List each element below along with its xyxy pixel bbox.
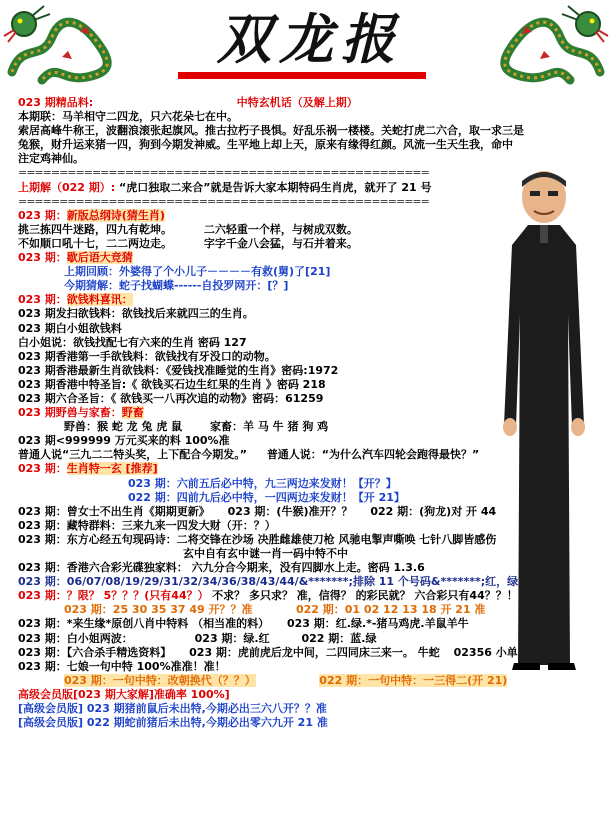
line-33: 玄中自有玄中谜一肖一码中特不中 bbox=[183, 547, 348, 560]
main-content bbox=[18, 96, 578, 730]
separator-1: ================================================== bbox=[18, 166, 429, 180]
line-10: 挑三拣四牛迷路，四九有乾坤。 二六轻重一个样，与树成双数。 bbox=[18, 222, 358, 236]
line-36: 023 期：？限？ 5？？？(只有44？） 不求？ 多只求？ 准，信得？ 的彩民就？ 六合彩只有44？？！ bbox=[18, 589, 518, 603]
line-42: 023 期：一句中特：改朝换代（？？） 022 期：一句中特：一三得二(开 21) bbox=[64, 673, 508, 687]
line-03: 索居高峰牛称王，波翻浪滚张起旗风。推古拉朽子畏惧。好乱乐祸一楼楼。关蛇打虎二六合，取一求三是 bbox=[18, 124, 524, 138]
line-26: 普通人说“三九二二特头奖，上下配合今期发。” 普通人说：“为什么汽车四轮会跑得最快？” bbox=[18, 448, 480, 462]
line-30: 023 期：曾女士不出生肖《期期更新》 023 期：(牛猴)准开？？ 022 期：(狗龙)对 开 44 bbox=[18, 504, 497, 518]
line-23: 023 期野兽与家畜：野畜 bbox=[18, 406, 144, 420]
line-02: 本期联：马羊相守二四龙，只六花朵七在中。 bbox=[18, 110, 238, 124]
line-14: 今期猜解：蛇子找蝴蝶------自投罗网开：[？] bbox=[64, 279, 289, 293]
line-28: 023 期：六前五后必中特，九三两边来发财！【开？】 bbox=[128, 476, 397, 490]
line-32: 023 期：东方心经五句现码诗：二将交锋在沙场 决胜雌雄使刀枪 风驰电掣声嘶唤 七针八脚皆感伤 bbox=[18, 532, 497, 546]
line-12: 023 期：歇后语大竞猜 bbox=[18, 251, 133, 265]
dragon-left-icon bbox=[2, 2, 120, 88]
line-38: 023 期：*来生缘*原创八肖中特料 （相当准的料） 023 期：红.绿.*-猪马鸡虎.羊鼠羊牛 bbox=[18, 617, 469, 631]
line-34: 023 期：香港六合彩光碟独家料： 六九分合今期来，没有四脚水上走。密码 1.3.6 bbox=[18, 561, 425, 575]
line-15: 023 期：欲钱料喜讯： bbox=[18, 293, 133, 307]
line-04: 兔猴，财升运来猪一四，狗到今期发神威。生平地上却上天，原来有缘得红颜。风流一生天生我，命中 bbox=[18, 138, 513, 152]
line-18: 白小姐说：欲钱找配七有六来的生肖 密码 127 bbox=[18, 335, 247, 349]
title-underline bbox=[178, 72, 426, 79]
line-09: 023 期：新版总纲诗(猜生肖) bbox=[18, 208, 165, 222]
line-35: 023 期：06/07/08/19/29/31/32/34/36/38/43/44/&*******;排除 11 个号码&*******;红，绿 bbox=[18, 575, 519, 589]
line-44: [高级会员版] 023 期猪前鼠后未出特,今期必出三六八开？？准 bbox=[18, 702, 327, 716]
line-25: 023 期<999999 万元买来的料 100%准 bbox=[18, 434, 230, 448]
line-40: 023 期：【六合杀手精选资料】 023 期：虎前虎后龙中间，二四同床三来一。 牛蛇 02356 小单 bbox=[18, 645, 518, 659]
line-05: 注定鸡神仙。 bbox=[18, 152, 84, 166]
line-45: [高级会员版] 022 期蛇前猪后未出特,今期必出零六九开 21 准 bbox=[18, 716, 328, 730]
line-24: 野兽：猴 蛇 龙 兔 虎 鼠 家畜：羊 马 牛 猪 狗 鸡 bbox=[64, 420, 329, 434]
page-title: 双龙报 bbox=[217, 7, 403, 71]
dragon-right-icon bbox=[492, 2, 610, 88]
line-29: 022 期：四前九后必中特，一四两边来发财！【开 21】 bbox=[128, 490, 405, 504]
line-31: 023 期：藏特群料：三来九来一四发大财（开：？） bbox=[18, 518, 276, 532]
line-07: 上期解（022 期）: “虎口独取二来合”就是告诉大家本期特码生肖虎，就开了 21 号 bbox=[18, 180, 432, 194]
line-27: 023 期：生肖特一玄 [推荐] bbox=[18, 462, 158, 476]
line-22: 023 期六合圣旨：《 欲钱买一八再次追的动物》密码：61259 bbox=[18, 391, 324, 405]
line-20: 023 期香港最新生肖欲钱料：《爱钱找准睡觉的生肖》密码:1972 bbox=[18, 363, 339, 377]
line-13: 上期回顾：外婆得了个小儿子－－－－有救(舅)了[21] bbox=[64, 265, 331, 279]
line-11: 不如顺口吼十七，二二两边走。 字字千金八会猛，与石并着来。 bbox=[18, 236, 358, 250]
line-17: 023 期白小姐欲钱料 bbox=[18, 321, 122, 335]
line-01: 023 期精品料: 中特玄机话（及解上期） bbox=[18, 96, 358, 109]
line-16: 023 期发扫欲钱料：欲钱找后来就四三的生肖。 bbox=[18, 307, 254, 321]
line-43: 高级会员版[023 期大家解]准确率 100%] bbox=[18, 687, 230, 701]
separator-2: ================================================== bbox=[18, 194, 429, 208]
line-19: 023 期香港第一手欲钱料：欲钱找有牙没口的动物。 bbox=[18, 349, 276, 363]
line-39: 023 期：白小姐两波： 023 期：绿.红 022 期：蓝.绿 bbox=[18, 631, 377, 645]
line-21: 023 期香港中特圣旨:《 欲钱买石边生红果的生肖 》密码 218 bbox=[18, 377, 326, 391]
line-37: 023 期：25 30 35 37 49 开？？准 022 期：01 02 12 13 18 开 21 准 bbox=[64, 603, 486, 617]
line-41: 023 期：七娘一句中特 100%准准！准！ bbox=[18, 659, 226, 673]
